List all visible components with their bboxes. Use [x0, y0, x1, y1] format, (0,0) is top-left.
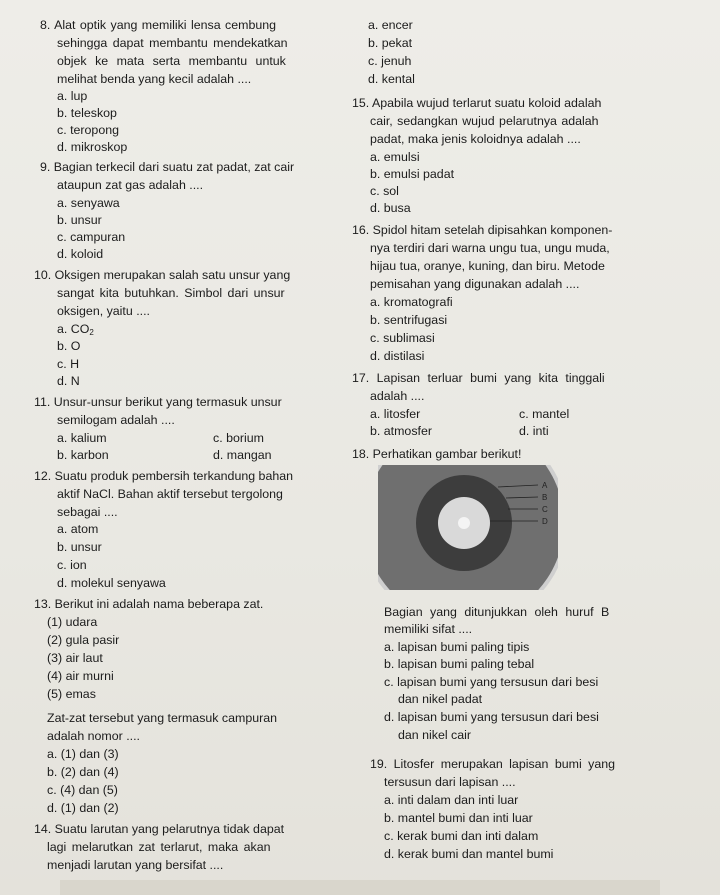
q12-line-1: 12. Suatu produk pembersih terkandung bahan	[34, 469, 294, 483]
q14-line-3: menjadi larutan yang bersifat ....	[47, 858, 224, 872]
q15-line-2: cair, sedangkan wujud pelarutnya adalah	[370, 114, 599, 128]
q16-option-d: d. distilasi	[370, 349, 425, 363]
q19-option-b: b. mantel bumi dan inti luar	[384, 811, 533, 825]
q17-option-a: a. litosfer	[370, 407, 421, 421]
q9-line-2: ataupun zat gas adalah ....	[57, 178, 204, 192]
q12-option-b: b. unsur	[57, 540, 102, 554]
q9-option-d: d. koloid	[57, 247, 104, 261]
core-center-highlight	[458, 517, 470, 529]
q9-option-b: b. unsur	[57, 213, 102, 227]
q11-option-a: a. kalium	[57, 431, 107, 445]
q13-item-4: (4) air murni	[47, 669, 114, 683]
q10-line-3: oksigen, yaitu ....	[57, 304, 150, 318]
q17-line-2: adalah ....	[370, 389, 425, 403]
q13-item-3: (3) air laut	[47, 651, 103, 665]
q8-line-3: objek ke mata serta membantu untuk	[57, 54, 286, 68]
q17-option-d: d. inti	[519, 424, 549, 438]
q18-option-d-line-1: d. lapisan bumi yang tersusun dari besi	[384, 710, 599, 724]
q8-option-c: c. teropong	[57, 123, 119, 137]
q17-line-1: 17. Lapisan terluar bumi yang kita tinggali	[352, 371, 605, 385]
q11-option-c: c. borium	[213, 431, 264, 445]
q13-line-1: Zat-zat tersebut yang termasuk campuran	[47, 711, 278, 725]
q18-line-2: memiliki sifat ....	[384, 622, 473, 636]
q19-line-1: 19. Litosfer merupakan lapisan bumi yang	[370, 757, 616, 771]
q14-option-c: c. jenuh	[368, 54, 412, 68]
q18-option-d-line-2: dan nikel cair	[398, 728, 472, 742]
q9-option-c: c. campuran	[57, 230, 126, 244]
q14-option-b: b. pekat	[368, 36, 413, 50]
q9-option-a: a. senyawa	[57, 196, 120, 210]
q19-option-d: d. kerak bumi dan mantel bumi	[384, 847, 554, 861]
q12-line-3: sebagai ....	[57, 505, 118, 519]
q15-option-c: c. sol	[370, 184, 399, 198]
q10-line-1: 10. Oksigen merupakan salah satu unsur yang	[34, 268, 291, 282]
q19-option-a: a. inti dalam dan inti luar	[384, 793, 519, 807]
q16-option-a: a. kromatografi	[370, 295, 453, 309]
q16-line-1: 16. Spidol hitam setelah dipisahkan komponen-	[352, 223, 613, 237]
q15-option-d: d. busa	[370, 201, 411, 215]
q10-option-b: b. O	[57, 339, 81, 353]
q10-option-c: c. H	[57, 357, 80, 371]
q11-option-d: d. mangan	[213, 448, 272, 462]
q13-item-2: (2) gula pasir	[47, 633, 120, 647]
earth-layers-diagram	[378, 465, 558, 590]
q11-option-b: b. karbon	[57, 448, 109, 462]
q12-option-d: d. molekul senyawa	[57, 576, 166, 590]
q13-option-d: d. (1) dan (2)	[47, 801, 119, 815]
q12-option-c: c. ion	[57, 558, 87, 572]
q8-line-1: 8. Alat optik yang memiliki lensa cembung	[40, 18, 277, 32]
q15-line-3: padat, maka jenis koloidnya adalah ....	[370, 132, 581, 146]
q14-line-2: lagi melarutkan zat terlarut, maka akan	[47, 840, 271, 854]
q13-option-c: c. (4) dan (5)	[47, 783, 118, 797]
q10-option-a: a. $CO_2$	[57, 322, 94, 337]
q9-line-1: 9. Bagian terkecil dari suatu zat padat, zat cair	[40, 160, 295, 174]
q19-option-c: c. kerak bumi dan inti dalam	[384, 829, 539, 843]
q15-option-a: a. emulsi	[370, 150, 420, 164]
q13-option-b: b. (2) dan (4)	[47, 765, 119, 779]
q16-line-2: nya terdiri dari warna ungu tua, ungu muda,	[370, 241, 610, 255]
q10-line-2: sangat kita butuhkan. Simbol dari unsur	[57, 286, 285, 300]
q11-line-2: semilogam adalah ....	[57, 413, 175, 427]
q8-option-a: a. lup	[57, 89, 88, 103]
q18-option-b: b. lapisan bumi paling tebal	[384, 657, 535, 671]
q8-option-d: d. mikroskop	[57, 140, 128, 154]
q10-option-d: d. N	[57, 374, 80, 388]
label-a: A	[542, 481, 548, 490]
q17-option-b: b. atmosfer	[370, 424, 432, 438]
label-d: D	[542, 517, 548, 526]
q8-line-2: sehingga dapat membantu mendekatkan	[57, 36, 288, 50]
q15-option-b: b. emulsi padat	[370, 167, 455, 181]
q18-option-c-line-2: dan nikel padat	[398, 692, 483, 706]
q18-line-1: Bagian yang ditunjukkan oleh huruf B	[384, 605, 610, 619]
q13-intro: 13. Berikut ini adalah nama beberapa zat.	[34, 597, 264, 611]
q18-option-a: a. lapisan bumi paling tipis	[384, 640, 530, 654]
q8-option-b: b. teleskop	[57, 106, 117, 120]
q19-line-2: tersusun dari lapisan ....	[384, 775, 516, 789]
label-b: B	[542, 493, 548, 502]
q14-option-a: a. encer	[368, 18, 413, 32]
q18-option-c-line-1: c. lapisan bumi yang tersusun dari besi	[384, 675, 599, 689]
q14-option-d: d. kental	[368, 72, 415, 86]
q16-option-c: c. sublimasi	[370, 331, 435, 345]
q16-line-3: hijau tua, oranye, kuning, dan biru. Metode	[370, 259, 605, 273]
q15-line-1: 15. Apabila wujud terlarut suatu koloid adalah	[352, 96, 602, 110]
q14-line-1: 14. Suatu larutan yang pelarutnya tidak dapat	[34, 822, 285, 836]
q18-intro: 18. Perhatikan gambar berikut!	[352, 447, 522, 461]
q13-line-2: adalah nomor ....	[47, 729, 140, 743]
q8-line-4: melihat benda yang kecil adalah ....	[57, 72, 252, 86]
q12-line-2: aktif NaCl. Bahan aktif tersebut tergolong	[57, 487, 283, 501]
q12-option-a: a. atom	[57, 522, 99, 536]
q13-item-1: (1) udara	[47, 615, 98, 629]
q13-option-a: a. (1) dan (3)	[47, 747, 119, 761]
q16-line-4: pemisahan yang digunakan adalah ....	[370, 277, 580, 291]
footer-strip	[60, 880, 660, 895]
q11-line-1: 11. Unsur-unsur berikut yang termasuk unsur	[34, 395, 282, 409]
q16-option-b: b. sentrifugasi	[370, 313, 448, 327]
label-c: C	[542, 505, 548, 514]
q13-item-5: (5) emas	[47, 687, 96, 701]
q17-option-c: c. mantel	[519, 407, 570, 421]
